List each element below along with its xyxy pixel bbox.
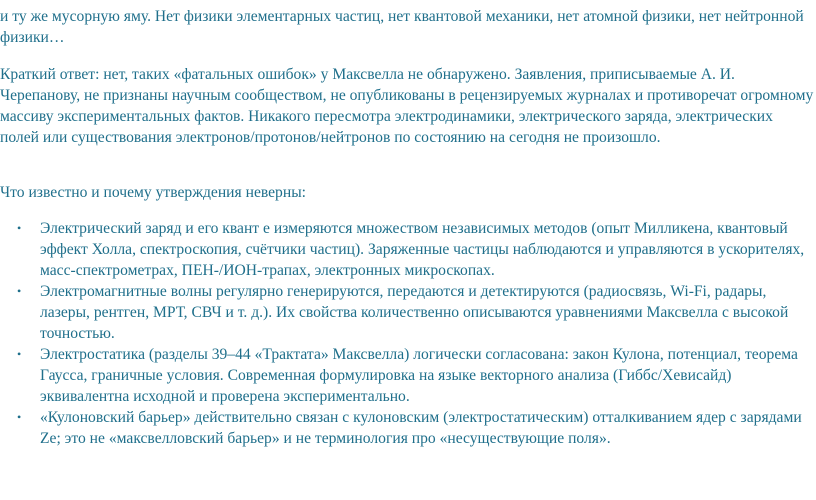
section-heading: Что известно и почему утверждения неверны: — [0, 184, 307, 201]
short-answer-paragraph: Краткий ответ: нет, таких «фатальных ошибок» у Максвелла не обнаружено. Заявления, приписываемые А. И. Черепанову, не признаны научным сообществом, не опубликованы в рецензируемых журналах и противоречат огромному массиву экспериментальных фактов. Никакого пересмотра электродинамики, электрического заряда, электрических полей или существования электронов/протонов/нейтронов по состоянию на сегодня не произошло. — [0, 66, 814, 146]
bullet-icon: • — [17, 347, 22, 361]
list-item-text: Электростатика (разделы 39–44 «Трактата» Максвелла) логически согласована: закон Кулона, потенциал, теорема Гаусса, граничные условия. Современная формулировка на языке векторного анализа (Гиббс/Хевисайд) эквивалентна исходной и проверена экспериментально. — [40, 346, 798, 405]
list-item — [0, 407, 816, 449]
list-item-text: Электрический заряд и его квант e измеряются множеством независимых методов (опыт Милликена, квантовый эффект Холла, спектроскопия, счётчики частиц). Заряженные частицы наблюдаются и управляются в ускорителях, масс-спектрометрах, ПЕН-/ИОН-трапах, электронных микроскопах. — [40, 220, 805, 279]
list-item — [0, 281, 816, 344]
list-item-text: Электромагнитные волны регулярно генерируются, передаются и детектируются (радиосвязь, Wi-Fi, радары, лазеры, рентген, МРТ, СВЧ и т. д.). Их свойства количественно описываются уравнениями Максвелла с высокой точностью. — [40, 283, 789, 342]
bullet-icon: • — [17, 410, 22, 424]
facts-list — [0, 218, 816, 449]
list-item — [0, 344, 816, 407]
intro-paragraph: и ту же мусорную яму. Нет физики элементарных частиц, нет квантовой механики, нет атомной физики, нет нейтронной физики… — [0, 8, 804, 46]
list-item — [0, 218, 816, 281]
bullet-icon: • — [17, 221, 22, 235]
bullet-icon: • — [17, 284, 22, 298]
list-item-text: «Кулоновский барьер» действительно связан с кулоновским (электростатическим) отталкиванием ядер с зарядами Ze; это не «максвелловский барьер» и не терминология про «несуществующие поля». — [40, 409, 802, 447]
